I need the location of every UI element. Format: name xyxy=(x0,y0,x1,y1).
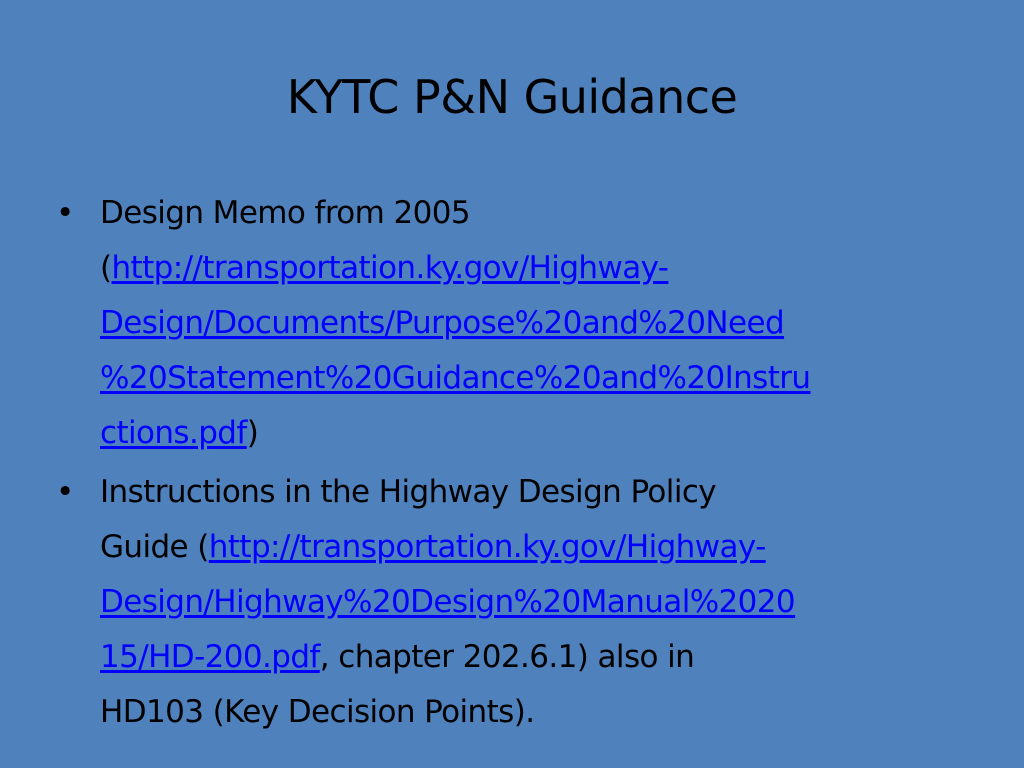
bullet-item-design-memo xyxy=(54,186,984,461)
text-line xyxy=(100,186,984,241)
bullet-list xyxy=(54,186,984,740)
text-line xyxy=(100,351,984,406)
text-run: HD103 (Key Decision Points). xyxy=(100,694,535,730)
design-manual-link[interactable]: 15/HD-200.pdf xyxy=(100,639,320,675)
text-run: , chapter 202.6.1) also in xyxy=(319,639,695,675)
text-line xyxy=(100,630,984,685)
slide-title: KYTC P&N Guidance xyxy=(286,70,738,124)
text-line xyxy=(100,685,984,740)
text-run: Instructions in the Highway Design Policy xyxy=(100,474,717,510)
bullet-icon: • xyxy=(56,474,74,510)
design-memo-link[interactable]: http://transportation.ky.gov/Highway- xyxy=(111,250,669,286)
text-line xyxy=(100,296,984,351)
text-run: ) xyxy=(246,415,259,451)
text-line xyxy=(100,241,984,296)
design-manual-link[interactable]: Design/Highway%20Design%20Manual%2020 xyxy=(100,584,796,620)
text-line xyxy=(100,575,984,630)
text-line xyxy=(100,465,984,520)
design-memo-link[interactable]: ctions.pdf xyxy=(100,415,247,451)
design-memo-link[interactable]: %20Statement%20Guidance%20and%20Instru xyxy=(100,360,811,396)
design-manual-link[interactable]: http://transportation.ky.gov/Highway- xyxy=(208,529,766,565)
text-line xyxy=(100,520,984,575)
text-line xyxy=(100,406,984,461)
design-memo-link[interactable]: Design/Documents/Purpose%20and%20Need xyxy=(100,305,785,341)
text-run: ( xyxy=(100,250,112,286)
bullet-icon: • xyxy=(56,195,74,231)
text-run: Guide ( xyxy=(100,529,209,565)
text-run: Design Memo from 2005 xyxy=(100,195,471,231)
bullet-item-instructions xyxy=(54,465,984,740)
